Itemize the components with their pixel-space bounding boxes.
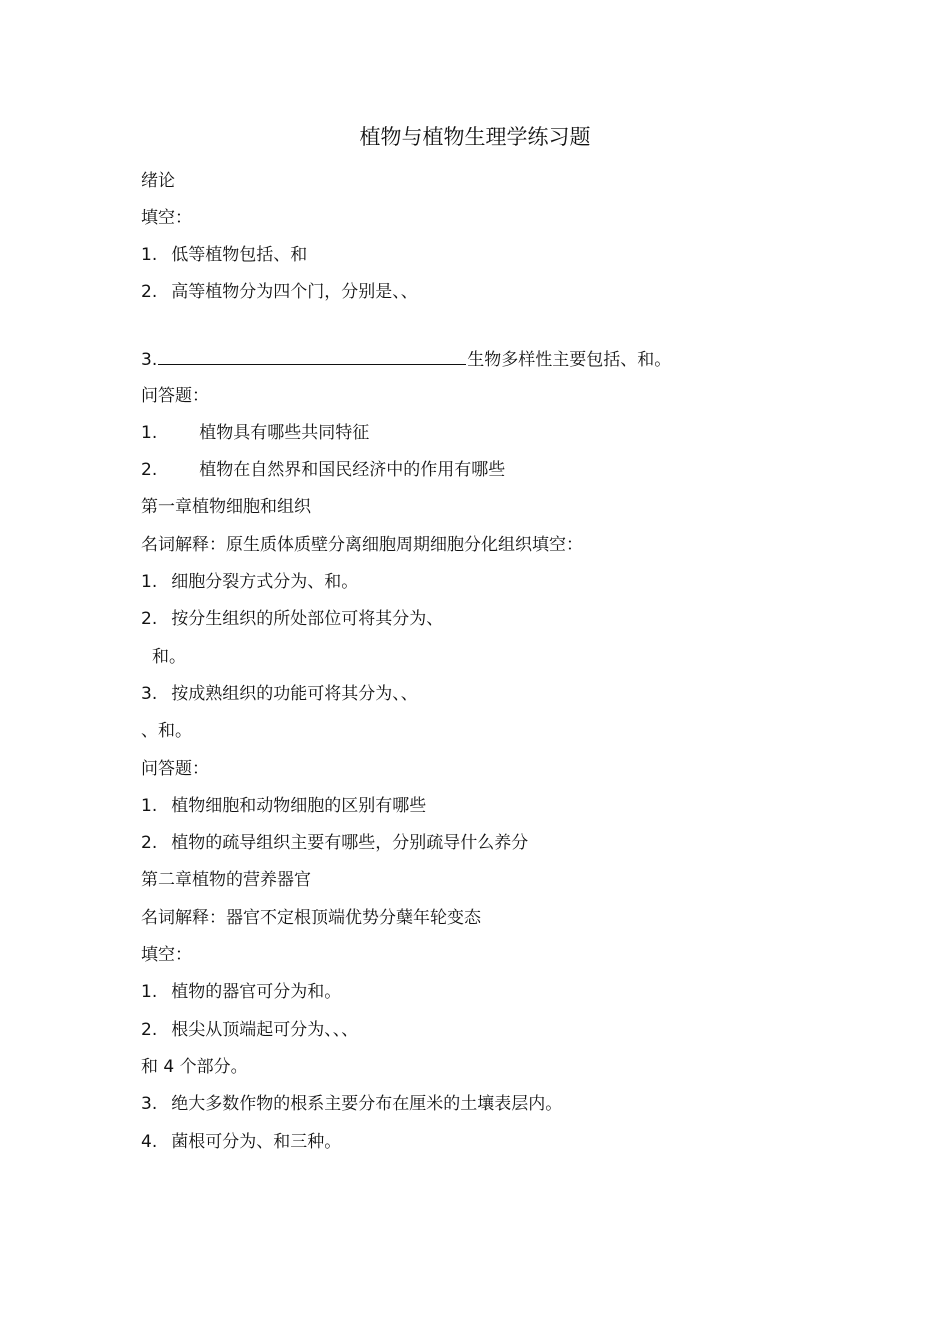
question-text: 按成熟组织的功能可将其分为、、 bbox=[171, 684, 418, 704]
question-number: 1. bbox=[141, 796, 158, 816]
question-item bbox=[141, 421, 369, 445]
question-number: 2. bbox=[141, 833, 158, 853]
document-title: 植物与植物生理学练习题 bbox=[359, 125, 591, 149]
question-item bbox=[141, 980, 341, 1004]
question-item bbox=[141, 794, 426, 818]
term-definitions: 名词解释：器官不定根顶端优势分蘖年轮变态 bbox=[141, 908, 481, 928]
question-item bbox=[141, 1018, 358, 1042]
question-number: 3. bbox=[141, 1094, 158, 1114]
question-number: 1. bbox=[141, 245, 158, 265]
question-item bbox=[141, 682, 418, 706]
section-heading-intro: 绪论 bbox=[141, 171, 175, 191]
chapter-heading: 第二章植物的营养器官 bbox=[141, 870, 311, 890]
question-number: 1. bbox=[141, 572, 158, 592]
question-item bbox=[141, 1092, 562, 1116]
question-text: 低等植物包括、和 bbox=[171, 245, 308, 265]
chapter-heading: 第一章植物细胞和组织 bbox=[141, 497, 311, 517]
question-text: 植物细胞和动物细胞的区别有哪些 bbox=[171, 796, 427, 816]
question-number: 2. bbox=[141, 282, 158, 302]
question-item bbox=[141, 280, 418, 304]
question-item bbox=[141, 1130, 341, 1154]
question-number: 3. bbox=[141, 350, 158, 370]
question-number: 1. bbox=[141, 982, 158, 1002]
qa-label: 问答题： bbox=[141, 386, 209, 406]
qa-label: 问答题： bbox=[141, 759, 209, 779]
question-number: 2. bbox=[141, 609, 158, 629]
fill-in-label: 填空： bbox=[141, 945, 192, 965]
question-text: 植物的疏导组织主要有哪些，分别疏导什么养分 bbox=[171, 833, 529, 853]
question-text: 按分生组织的所处部位可将其分为、 bbox=[171, 609, 444, 629]
question-text: 细胞分裂方式分为、和。 bbox=[171, 572, 359, 592]
question-item bbox=[141, 458, 505, 482]
question-text: 植物的器官可分为和。 bbox=[171, 982, 342, 1002]
question-text: 根尖从顶端起可分为、、、 bbox=[171, 1020, 359, 1040]
question-text: 高等植物分为四个门，分别是、、 bbox=[171, 282, 418, 302]
question-continuation: 、和。 bbox=[141, 721, 192, 741]
question-continuation: 和。 bbox=[152, 647, 186, 667]
question-text: 菌根可分为、和三种。 bbox=[171, 1132, 342, 1152]
question-number: 3. bbox=[141, 684, 158, 704]
question-text: 生物多样性主要包括、和。 bbox=[467, 350, 672, 370]
term-definitions: 名词解释：原生质体质壁分离细胞周期细胞分化组织填空： bbox=[141, 535, 583, 555]
question-text: 植物在自然界和国民经济中的作用有哪些 bbox=[199, 460, 506, 480]
answer-blank bbox=[158, 346, 466, 365]
question-item bbox=[141, 570, 358, 594]
question-number: 2. bbox=[141, 1020, 158, 1040]
question-number: 1. bbox=[141, 423, 158, 443]
question-number: 2. bbox=[141, 460, 158, 480]
question-number: 4. bbox=[141, 1132, 158, 1152]
question-text: 植物具有哪些共同特征 bbox=[199, 423, 370, 443]
fill-in-label: 填空： bbox=[141, 208, 192, 228]
question-item bbox=[141, 243, 307, 267]
question-item bbox=[141, 831, 528, 855]
question-item bbox=[141, 346, 671, 372]
question-item bbox=[141, 607, 443, 631]
question-text: 绝大多数作物的根系主要分布在厘米的土壤表层内。 bbox=[171, 1094, 563, 1114]
question-continuation: 和 4 个部分。 bbox=[141, 1057, 248, 1077]
